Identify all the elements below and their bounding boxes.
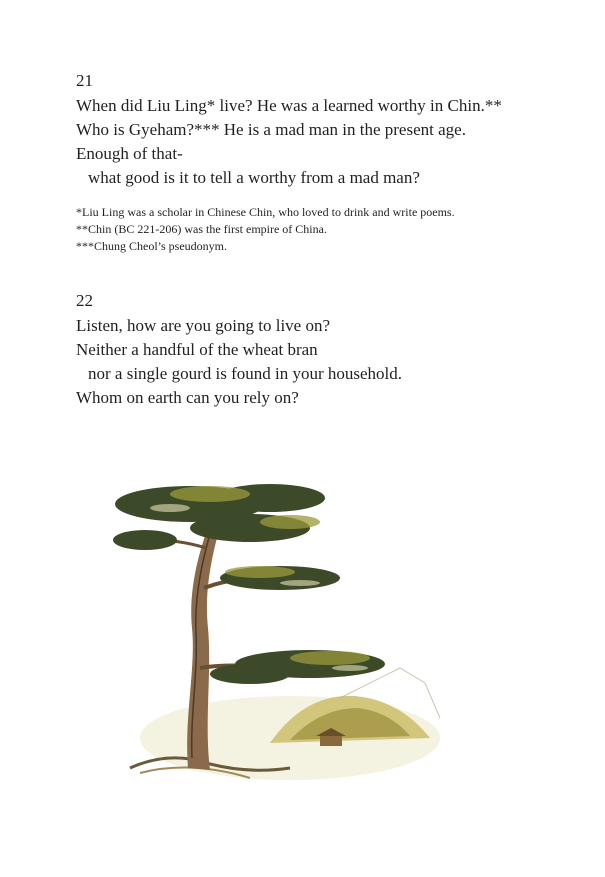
poem-line: Enough of that- (76, 144, 183, 163)
poem-line: When did Liu Ling* live? He was a learned worthy in Chin.** (76, 96, 502, 115)
poem-line: nor a single gourd is found in your household. (88, 364, 402, 383)
poem-number: 22 (76, 291, 93, 310)
poem-number: 21 (76, 71, 93, 90)
poem-line: Neither a handful of the wheat bran (76, 340, 318, 359)
pine-tree-landscape-icon (100, 468, 445, 788)
poem-21 (76, 70, 546, 255)
poem-line: Who is Gyeham?*** He is a mad man in the present age. (76, 120, 466, 139)
poem-line: what good is it to tell a worthy from a mad man? (88, 168, 420, 187)
poem-line: Listen, how are you going to live on? (76, 316, 331, 335)
footnote: **Chin (BC 221-206) was the first empire of China. (76, 222, 327, 236)
footnote: *Liu Ling was a scholar in Chinese Chin, who loved to drink and write poems. (76, 205, 455, 219)
poem-22 (76, 290, 546, 410)
footnotes (76, 204, 546, 255)
footnote: ***Chung Cheol’s pseudonym. (76, 239, 228, 253)
poem-line: Whom on earth can you rely on? (76, 388, 299, 407)
